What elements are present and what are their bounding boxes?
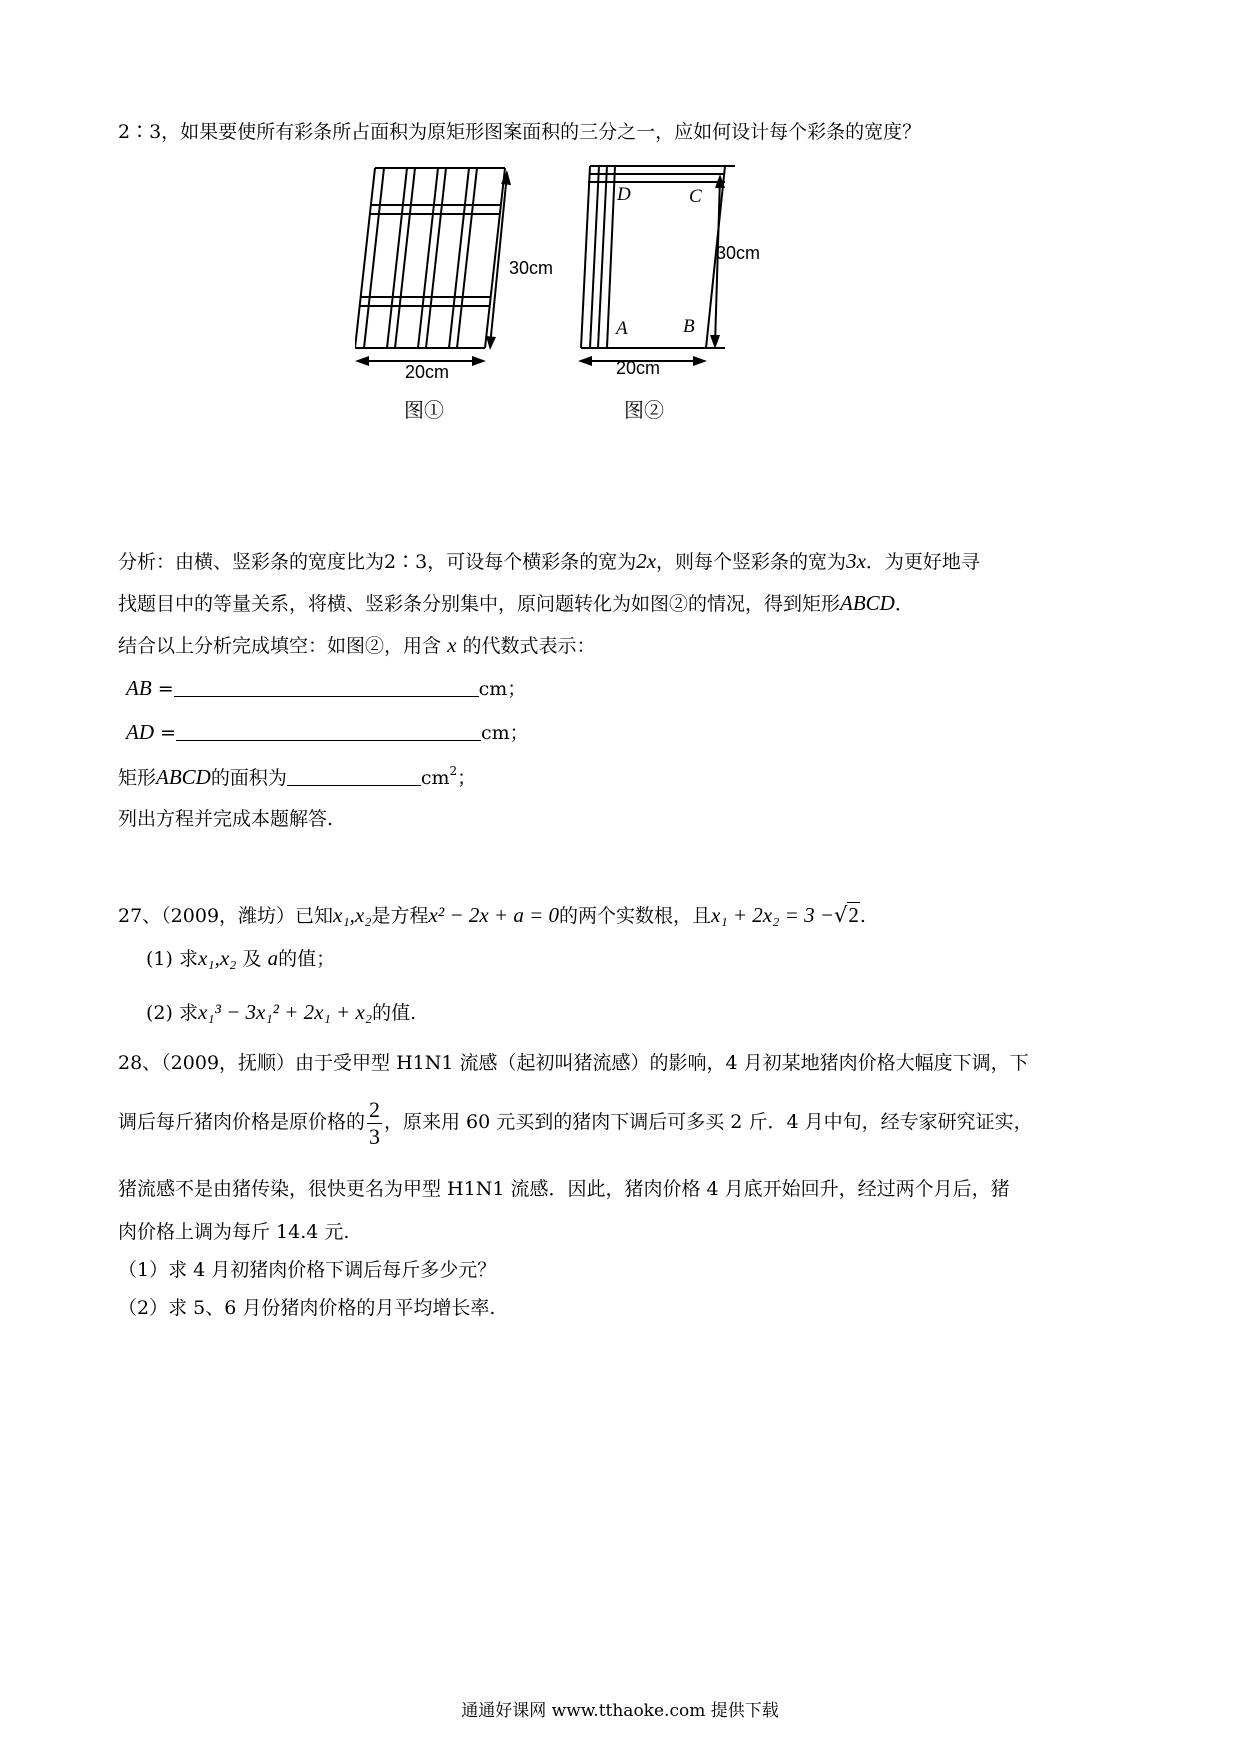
- problem-28-question-2: （2）求 5、6 月份猪肉价格的月平均增长率.: [118, 1297, 496, 1319]
- figure-2-point-d: D: [617, 184, 631, 205]
- var-x: x: [447, 633, 457, 657]
- final-instruction: 列出方程并完成本题解答.: [118, 808, 334, 830]
- ab-fill-line: AB = cm；: [126, 676, 527, 700]
- ad-label: AD: [126, 720, 154, 744]
- problem-26-continuation: 2∶3，如果要使所有彩条所占面积为原矩形图案面积的三分之一，应如何设计每个彩条的宽度？: [118, 121, 922, 143]
- ab-blank[interactable]: [174, 676, 479, 697]
- figure-1-caption: 图①: [404, 398, 444, 422]
- problem-28-question-1: （1）求 4 月初猪肉价格下调后每斤多少元？: [118, 1259, 497, 1281]
- figure-2-caption: 图②: [624, 398, 664, 422]
- ab-label: AB: [126, 676, 152, 700]
- sqrt-icon: √: [834, 903, 848, 927]
- problem-28-line-2: 调后每斤猪肉价格是原价格的 $\frac{2}{3}$ ，原来用 60 元买到的猪肉下调后可多买 2 斤．4 月中旬，经专家研究证实，: [118, 1096, 1033, 1149]
- figure-2-point-c: C: [689, 186, 702, 207]
- figure-2-height-label: 30cm: [716, 243, 761, 263]
- area-fill-line: 矩形ABCD的面积为 $cm^2$；: [118, 764, 477, 789]
- figure-1-width-label: 20cm: [405, 362, 450, 382]
- area-blank[interactable]: [287, 765, 421, 786]
- expr-2x: 2x: [636, 549, 657, 573]
- figure-2: [575, 160, 765, 370]
- fraction-two-thirds: $\frac{2}{3}$: [369, 1096, 381, 1149]
- figure-2-width-label: 20cm: [616, 358, 661, 378]
- rect-abcd: ABCD: [840, 591, 895, 615]
- page-footer: 通通好课网 www.tthaoke.com 提供下载: [461, 1701, 779, 1721]
- problem-28-line-1: 28、（2009，抚顺）由于受甲型 H1N1 流感（起初叫猪流感）的影响，4 月初某地猪肉价格大幅度下调，下: [118, 1052, 1029, 1074]
- figure-1-height-label: 30cm: [509, 258, 554, 278]
- analysis-line-2: 找题目中的等量关系，将横、竖彩条分别集中，原问题转化为如图②的情况，得到矩形ABCD．: [118, 591, 914, 615]
- problem-28-line-4: 肉价格上调为每斤 14.4 元.: [118, 1221, 350, 1243]
- problem-28-line-3: 猪流感不是由猪传染，很快更名为甲型 H1N1 流感．因此，猪肉价格 4 月底开始回升，经过两个月后，猪: [118, 1178, 1010, 1200]
- ad-fill-line: AD = cm；: [126, 720, 529, 744]
- ad-blank[interactable]: [176, 720, 481, 741]
- problem-27-part-2: (2) 求x₁³ − 3x₁² + 2x₁ + x₂的值.: [146, 1000, 417, 1024]
- fill-intro: 结合以上分析完成填空：如图②，用含 x 的代数式表示：: [118, 633, 596, 657]
- quadratic-equation: x² − 2x + a = 0: [428, 903, 559, 927]
- analysis-line-1: 分析：由横、竖彩条的宽度比为2∶3，可设每个横彩条的宽为2x，则每个竖彩条的宽为3x．为更好地寻: [118, 549, 980, 573]
- ratio: 2∶3: [384, 551, 428, 573]
- problem-27: 27、（2009，潍坊）已知x₁,x₂是方程x² − 2x + a = 0的两个实数根，且x₁ + 2x₂ = 3 −√2.: [118, 903, 866, 927]
- figure-2-point-b: B: [683, 316, 695, 337]
- expr-3x: 3x: [846, 549, 866, 573]
- problem-27-part-1: (1) 求x₁,x₂ 及 a的值；: [146, 946, 336, 970]
- figure-2-point-a: A: [616, 318, 628, 339]
